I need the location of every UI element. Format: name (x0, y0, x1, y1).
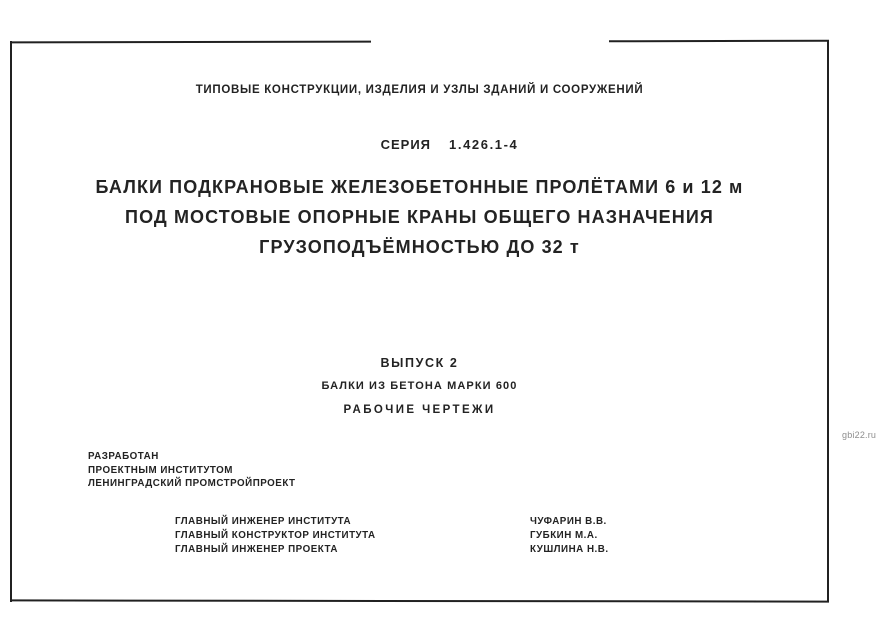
developed-by-line-2: ПРОЕКТНЫМ ИНСТИТУТОМ (88, 464, 233, 476)
signatory-row (175, 529, 609, 543)
document-category-header: ТИПОВЫЕ КОНСТРУКЦИИ, ИЗДЕЛИЯ И УЗЛЫ ЗДАНИЙ И СООРУЖЕНИЙ (195, 84, 644, 96)
developed-by-line-3: ЛЕНИНГРАДСКИЙ ПРОМСТРОЙПРОЕКТ (88, 478, 296, 489)
signatory-row (175, 543, 609, 557)
developed-by-block (88, 450, 296, 491)
frame-border-right (827, 40, 829, 602)
signatory-name: КУШЛИНА Н.В. (530, 544, 609, 555)
frame-border-top-left-segment (10, 41, 371, 44)
signatory-role: ГЛАВНЫЙ КОНСТРУКТОР ИНСТИТУТА (175, 530, 376, 541)
signatory-name: ЧУФАРИН В.В. (530, 516, 607, 527)
signatories-block (175, 515, 609, 557)
series-number: 1.426.1-4 (449, 137, 519, 152)
issue-subtitle: БАЛКИ ИЗ БЕТОНА МАРКИ 600 (321, 380, 518, 392)
issue-number: ВЫПУСК 2 (380, 356, 459, 370)
signatory-row (175, 515, 609, 529)
site-watermark: gbi22.ru (842, 430, 877, 440)
frame-border-bottom (10, 599, 829, 602)
signatory-role: ГЛАВНЫЙ ИНЖЕНЕР ПРОЕКТА (175, 544, 338, 555)
series-label: СЕРИЯ (380, 137, 432, 152)
frame-border-top-right-segment (609, 40, 829, 43)
frame-border-left (10, 41, 12, 602)
main-title-line-3: ГРУЗОПОДЪЁМНОСТЬЮ ДО 32 т (259, 237, 580, 257)
main-title-line-1: БАЛКИ ПОДКРАНОВЫЕ ЖЕЛЕЗОБЕТОННЫЕ ПРОЛЁТАМИ 6 и 12 м (95, 177, 744, 197)
signatory-name: ГУБКИН М.А. (530, 530, 598, 541)
main-title-line-2: ПОД МОСТОВЫЕ ОПОРНЫЕ КРАНЫ ОБЩЕГО НАЗНАЧЕНИЯ (125, 207, 714, 227)
series-line (40, 137, 859, 152)
document-type: РАБОЧИЕ ЧЕРТЕЖИ (343, 404, 496, 416)
signatory-role: ГЛАВНЫЙ ИНЖЕНЕР ИНСТИТУТА (175, 516, 352, 527)
developed-by-line-1: РАЗРАБОТАН (88, 451, 159, 462)
